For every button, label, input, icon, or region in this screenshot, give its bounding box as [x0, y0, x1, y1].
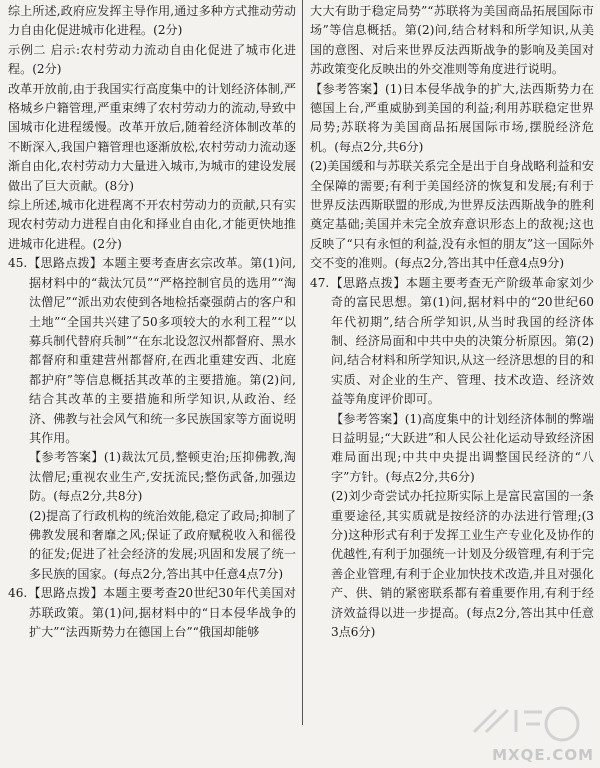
paragraph — [310, 410, 594, 488]
paragraph-text: (2)刘少奇尝试办托拉斯实际上是富民富国的一条重要途径,其实质就是按经济的办法进行管理;(3分)这种形式有利于发挥工业生产专业化及协作的优越性,有利于加强统一计划及分级管理,有利于完善企业管理,有利于企业加快技术改造,并且对强化产、供、销的紧密联系都有着重要作用,有利于经济效益得以进一步提高。(每点2分,答出其中任意3点6分) — [331, 489, 594, 639]
paragraph-text: 【参考答案】(1)高度集中的计划经济体制的弊端日益明显;“大跃进”和人民公社化运动导致经济困难局面出现;中共中央提出调整国民经济的“八字”方针。(每点2分,共6分) — [331, 411, 594, 484]
question-number: 47. — [310, 275, 330, 290]
paragraph — [8, 507, 296, 585]
paragraph-text: (2)提高了行政机构的统治效能,稳定了政局;抑制了佛教发展和奢靡之风;保证了政府赋税收入和徭役的征发;促进了社会经济的发展;巩固和发展了统一多民族的国家。(每点2分,答出其中任意4点7分) — [29, 508, 296, 581]
paragraph-text: 【思路点拨】本题主要考查唐玄宗改革。第(1)问,据材料中的“裁汰冗员”“严格控制官员的选用”“淘汰僧尼”“派出劝农使到各地检括豪强荫占的客户和土地”“全国共兴建了50多项较大的水利工程”“以募兵制代替府兵制”“在东北设忽汉州都督府、黑水都督府和重建营州都督府,在西北重建安西、北庭都护府”等信息概括其改革的主要措施。第(2)问,结合其改革的主要措施和所学知识,从政治、经济、佛教与社会风气和统一多民族国家等方面说明其作用。 — [28, 256, 296, 445]
paragraph — [310, 274, 594, 410]
paragraph-text: 示例二 启示:农村劳动力流动自由化促进了城市化进程。(2分) — [8, 42, 296, 77]
paragraph — [8, 196, 296, 254]
column-divider — [302, 0, 303, 725]
paragraph — [310, 2, 594, 80]
paragraph — [8, 448, 296, 506]
paragraph-text: (2)美国缓和与苏联关系完全是出于自身战略利益和安全保障的需要;有利于美国经济的恢复和发展;有利于世界反法西斯联盟的形成,为世界反法西斯战争的胜利奠定基础;美国并未完全放弃意识形态上的敌视;这也反映了“只有永恒的利益,没有永恒的朋友”这一国际外交不变的准则。(每点2分,答出其中任意4点9分) — [310, 159, 594, 271]
paragraph — [8, 254, 296, 448]
paragraph-text: 综上所述,城市化进程离不开农村劳动力的贡献,只有实现农村劳动力进程自由化和择业自由化,才能更快地推进城市化进程。(2分) — [8, 198, 296, 251]
paragraph-text: 【思路点拨】本题主要考查20世纪30年代美国对苏联政策。第(1)问,据材料中的“日本侵华战争的扩大”“法西斯势力在德国上台”“俄国却能够 — [28, 586, 296, 639]
paragraph — [8, 41, 296, 80]
paragraph — [8, 80, 296, 196]
right-column — [310, 2, 594, 728]
paragraph — [8, 2, 296, 41]
paragraph-text: 【参考答案】(1)裁汰冗员,整顿吏治;压抑佛教,淘汰僧尼;重视农业生产,安抚流民;整伤武备,加强边防。(每点2分,共8分) — [29, 450, 296, 504]
question-number: 46. — [8, 586, 28, 601]
paragraph-text: 大大有助于稳定局势”“苏联将为美国商品拓展国际市场”等信息概括。第(2)问,结合材料和所学知识,从美国的意图、对后来世界反法西斯战争的影响及美国对苏政策变化反映出的外交准则等角度进行说明。 — [310, 4, 594, 77]
question-number: 45. — [8, 256, 28, 271]
paragraph — [310, 487, 594, 642]
watermark-text: MXQE.COM — [492, 746, 594, 764]
paragraph — [310, 157, 594, 273]
paragraph-text: 【思路点拨】本题主要考查无产阶级革命家刘少奇的富民思想。第(1)问,据材料中的“20世纪60年代初期”,结合所学知识,从当时我国的经济体制、经济局面和中共中央的决策分析原因。第(2)问,结合材料和所学知识,从这一经济思想的目的和实质、对企业的生产、管理、技术改造、经济效益等角度评价即可。 — [330, 275, 594, 407]
left-column — [8, 2, 296, 728]
paragraph — [310, 80, 594, 158]
paragraph-text: 【参考答案】(1)日本侵华战争的扩大,法西斯势力在德国上台,严重威胁到美国的利益;利用苏联稳定世界局势;苏联将为美国商品拓展国际市场,摆脱经济危机。(每点2分,共6分) — [310, 81, 594, 154]
paragraph — [8, 584, 296, 642]
paragraph-text: 改革开放前,由于我国实行高度集中的计划经济体制,严格城乡户籍管理,严重束缚了农村劳动力的流动,导致中国城市化进程缓慢。改革开放后,随着经济体制改革的不断深入,我国户籍管理也逐渐放松,农村劳动力流动逐渐自由化,农村劳动力大量进入城市,为城市的建设发展做出了巨大贡献。(8分) — [8, 81, 296, 193]
paragraph-text: 综上所述,政府应发挥主导作用,通过多种方式推动劳动力自由化促进城市化进程。(2分) — [8, 4, 296, 38]
